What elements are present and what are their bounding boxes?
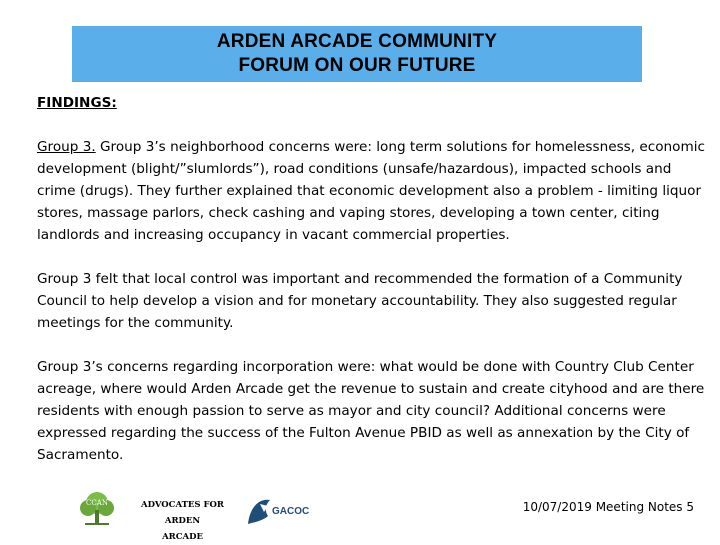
paragraph-incorporation: Group 3’s concerns regarding incorporation were: what would be done with Country Club Center acreage, where would Arden Arcade get the revenue to sustain and create cityhood and are there residents with enough passion to serve as mayor and city council? Additional concerns were expressed regarding the success of the Fulton Avenue PBID as well as annexation by the City of Sacramento. (37, 359, 705, 463)
gacoc-logo (246, 494, 310, 530)
advocates-logo-text (125, 497, 240, 545)
group-label: Group 3. (37, 139, 96, 155)
findings-heading: FINDINGS: (37, 95, 117, 111)
title-line-2: FORUM ON OUR FUTURE (238, 55, 476, 76)
title-line-1: ARDEN ARCADE COMMUNITY (216, 31, 498, 52)
paragraph-group3-concerns (37, 136, 705, 246)
meeting-notes-label: 10/07/2019 Meeting Notes 5 (522, 500, 694, 514)
paragraph-local-control: Group 3 felt that local control was important and recommended the formation of a Community Council to help develop a vision and for monetary accountability. They also suggested regular meetings for the community. (37, 271, 683, 331)
findings-content (37, 92, 705, 466)
advocates-line-2: ARCADE (162, 532, 203, 542)
paragraph-1-text: Group 3’s neighborhood concerns were: long term solutions for homelessness, economic development (blight/”slumlords”), road conditions (unsafe/hazardous), impacted schools and crime (drugs). They further explained that economic development also a problem - limiting liquor stores, massage parlors, check cashing and vaping stores, developing a town center, citing landlords and increasing occupancy in vacant commercial properties. (37, 139, 705, 243)
ccan-logo-text: CCAN (86, 499, 108, 507)
title-banner (72, 26, 642, 82)
footer (0, 488, 720, 540)
ccan-tree-logo (75, 488, 119, 532)
advocates-line-1: ADVOCATES FOR ARDEN (141, 500, 224, 526)
gacoc-logo-text: GACOC (272, 506, 310, 517)
